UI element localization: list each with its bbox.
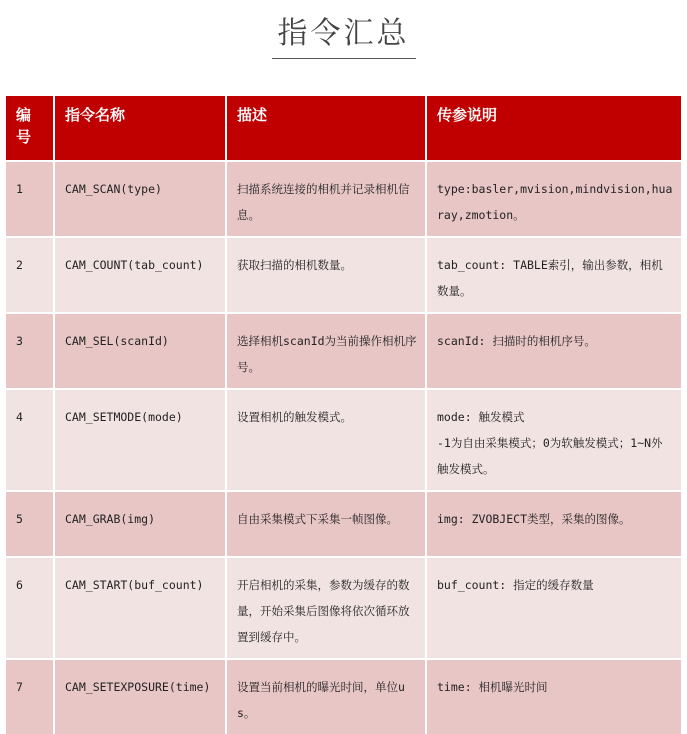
table-row	[6, 491, 681, 557]
cell-name: CAM_GRAB(img)	[54, 491, 226, 557]
table-row	[6, 659, 681, 734]
param-line: time: 相机曝光时间	[437, 680, 548, 694]
cell-param	[426, 659, 681, 734]
cell-desc: 自由采集模式下采集一帧图像。	[226, 491, 426, 557]
param-line: img: ZVOBJECT类型，采集的图像。	[437, 512, 631, 526]
table-row	[6, 389, 681, 491]
cell-desc: 扫描系统连接的相机并记录相机信息。	[226, 161, 426, 237]
cell-desc: 开启相机的采集，参数为缓存的数量，开始采集后图像将依次循环放置到缓存中。	[226, 557, 426, 659]
table-header-row	[6, 96, 681, 161]
command-table	[6, 96, 681, 734]
table-row	[6, 161, 681, 237]
cell-param	[426, 557, 681, 659]
cell-param	[426, 313, 681, 389]
cell-param	[426, 491, 681, 557]
param-line: tab_count: TABLE索引，输出参数，相机数量。	[437, 258, 663, 298]
param-line: mode: 触发模式	[437, 410, 525, 424]
param-line: buf_count: 指定的缓存数量	[437, 578, 594, 592]
cell-desc: 选择相机scanId为当前操作相机序号。	[226, 313, 426, 389]
cell-param	[426, 161, 681, 237]
cell-param	[426, 237, 681, 313]
cell-no: 6	[6, 557, 54, 659]
cell-no: 1	[6, 161, 54, 237]
cell-no: 2	[6, 237, 54, 313]
header-param: 传参说明	[426, 96, 681, 161]
cell-no: 3	[6, 313, 54, 389]
param-line: -1为自由采集模式；0为软触发模式；1~N外触发模式。	[437, 436, 663, 476]
table-row	[6, 313, 681, 389]
cell-name: CAM_SETEXPOSURE(time)	[54, 659, 226, 734]
cell-name: CAM_SCAN(type)	[54, 161, 226, 237]
cell-no: 4	[6, 389, 54, 491]
param-line: scanId: 扫描时的相机序号。	[437, 334, 596, 348]
title-wrapper	[0, 14, 687, 59]
cell-name: CAM_START(buf_count)	[54, 557, 226, 659]
page-title: 指令汇总	[272, 14, 416, 59]
param-line: type:basler,mvision,mindvision,huaray,zmotion。	[437, 182, 673, 222]
header-desc: 描述	[226, 96, 426, 161]
cell-desc: 获取扫描的相机数量。	[226, 237, 426, 313]
header-no: 编号	[6, 96, 54, 161]
cell-no: 5	[6, 491, 54, 557]
cell-desc: 设置相机的触发模式。	[226, 389, 426, 491]
cell-name: CAM_COUNT(tab_count)	[54, 237, 226, 313]
cell-no: 7	[6, 659, 54, 734]
table-row	[6, 557, 681, 659]
cell-desc: 设置当前相机的曝光时间，单位us。	[226, 659, 426, 734]
header-name: 指令名称	[54, 96, 226, 161]
cell-param	[426, 389, 681, 491]
cell-name: CAM_SETMODE(mode)	[54, 389, 226, 491]
table-row	[6, 237, 681, 313]
cell-name: CAM_SEL(scanId)	[54, 313, 226, 389]
